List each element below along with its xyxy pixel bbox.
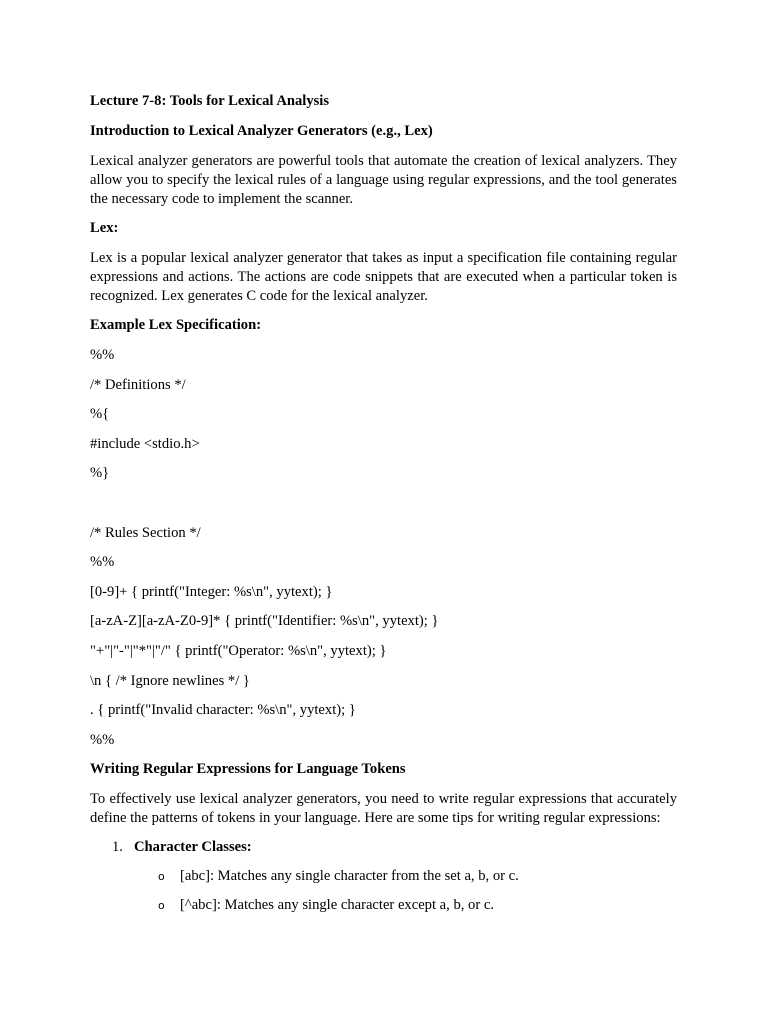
hollow-bullet-icon: o <box>158 870 165 884</box>
sub-list-item <box>158 867 677 886</box>
code-line: [a-zA-Z][a-zA-Z0-9]* { printf("Identifier: %s\n", yytext); } <box>90 613 439 630</box>
code-line: %% <box>90 731 115 748</box>
sub-item-text: [abc]: Matches any single character from the set a, b, or c. <box>180 868 519 885</box>
list-item <box>90 838 677 857</box>
code-line: "+"|"-"|"*"|"/" { printf("Operator: %s\n", yytext); } <box>90 642 387 659</box>
code-line: [0-9]+ { printf("Integer: %s\n", yytext); } <box>90 583 333 600</box>
document-body <box>90 92 677 925</box>
list-label: Character Classes: <box>134 839 252 856</box>
example-heading: Example Lex Specification: <box>90 317 262 333</box>
lex-paragraph: Lex is a popular lexical analyzer generator that takes as input a specification file containing regular expressions and actions. The actions are code snippets that are executed when a particular token is recognized. Lex generates C code for the lexical analyzer. <box>90 250 677 304</box>
code-line: %% <box>90 347 115 363</box>
code-line: /* Definitions */ <box>90 376 186 393</box>
sub-list-item <box>158 896 677 915</box>
lex-spec-code <box>90 346 677 750</box>
code-line: /* Rules Section */ <box>90 524 201 541</box>
lex-heading: Lex: <box>90 220 119 236</box>
intro-heading: Introduction to Lexical Analyzer Generators (e.g., Lex) <box>90 123 433 139</box>
hollow-bullet-icon: o <box>158 899 165 913</box>
code-line: %{ <box>90 406 110 423</box>
lecture-title: Lecture 7-8: Tools for Lexical Analysis <box>90 93 330 109</box>
code-line: %} <box>90 465 110 482</box>
code-line: . { printf("Invalid character: %s\n", yytext); } <box>90 702 356 719</box>
regex-heading: Writing Regular Expressions for Language Tokens <box>90 761 406 778</box>
sub-item-text: [^abc]: Matches any single character except a, b, or c. <box>180 897 494 914</box>
code-line: \n { /* Ignore newlines */ } <box>90 672 250 689</box>
regex-paragraph: To effectively use lexical analyzer generators, you need to write regular expressions that accurately define the patterns of tokens in your language. Here are some tips for writing regular expressions: <box>90 791 677 827</box>
code-line: %% <box>90 554 115 571</box>
list-number: 1. <box>112 839 123 856</box>
code-line: #include <stdio.h> <box>90 435 200 452</box>
intro-paragraph: Lexical analyzer generators are powerful tools that automate the creation of lexical analyzers. They allow you to specify the lexical rules of a language using regular expressions, and the tool generates the necessary code to implement the scanner. <box>90 153 677 207</box>
code-blank-line <box>90 494 677 513</box>
